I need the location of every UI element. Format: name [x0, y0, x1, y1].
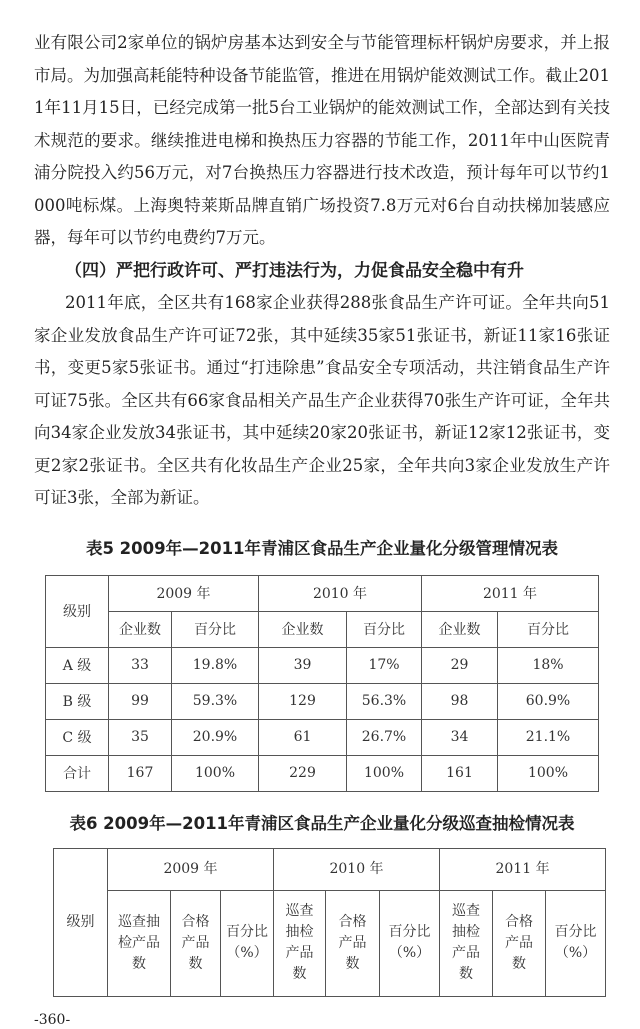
year-header: 2011 年	[440, 848, 606, 890]
year-header: 2010 年	[259, 575, 422, 611]
table-row	[46, 683, 599, 719]
cell: 167	[109, 755, 172, 791]
table6	[53, 848, 606, 997]
cell: 18%	[498, 647, 599, 683]
subheader: 巡查抽检产品数	[440, 890, 493, 996]
cell: 56.3%	[347, 683, 422, 719]
subheader: 百分比	[347, 611, 422, 647]
cell: 20.9%	[172, 719, 259, 755]
subheader: 合格产品数	[493, 890, 546, 996]
cell: 合计	[46, 755, 109, 791]
table-row	[46, 719, 599, 755]
cell: 129	[259, 683, 347, 719]
subheader: 合格产品数	[326, 890, 380, 996]
cell: 99	[109, 683, 172, 719]
subheader: 百分比（%）	[546, 890, 606, 996]
table5	[45, 575, 599, 792]
paragraph-food-license: 2011年底，全区共有168家企业获得288张食品生产许可证。全年共向51家企业发放食品生产许可证72张，其中延续35家51张证书，新证11家16张证书，变更5家5张证书。通过“打违除患”食品安全专项活动，共注销食品生产许可证75张。全区共有66家食品相关产品生产企业获得70张生产许可证，全年共向34家企业发放34张证书，其中延续20家20张证书，新证12家12张证书，变更2家2张证书。全区共有化妆品生产企业25家，全年共向3家企业发放生产许可证3张，全部为新证。	[34, 293, 610, 507]
cell: 100%	[172, 755, 259, 791]
table5-caption: 表5 2009年—2011年青浦区食品生产企业量化分级管理情况表	[85, 538, 559, 558]
cell: A 级	[46, 647, 109, 683]
subheader: 巡查抽检产品数	[108, 890, 171, 996]
cell: C 级	[46, 719, 109, 755]
year-header: 2009 年	[109, 575, 259, 611]
cell: 59.3%	[172, 683, 259, 719]
cell: 33	[109, 647, 172, 683]
cell: 98	[422, 683, 498, 719]
cell: 39	[259, 647, 347, 683]
section-heading: （四）严把行政许可、严打违法行为，力促食品安全稳中有升	[65, 260, 524, 281]
cell: 61	[259, 719, 347, 755]
subheader: 百分比	[498, 611, 599, 647]
cell: 29	[422, 647, 498, 683]
subheader: 百分比（%）	[221, 890, 274, 996]
year-header: 2011 年	[422, 575, 599, 611]
subheader: 巡查抽检产品数	[274, 890, 326, 996]
cell: 21.1%	[498, 719, 599, 755]
page-content	[34, 27, 610, 1029]
page-number: -360-	[34, 1011, 71, 1028]
table-row	[46, 647, 599, 683]
cell: 17%	[347, 647, 422, 683]
paragraph-boiler-energy: 业有限公司2家单位的锅炉房基本达到安全与节能管理标杆锅炉房要求，并上报市局。为加强高耗能特种设备节能监管，推进在用锅炉能效测试工作。截止2011年11月15日，已经完成第一批5台工业锅炉的能效测试工作，全部达到有关技术规范的要求。继续推进电梯和换热压力容器的节能工作，2011年中山医院青浦分院投入约56万元，对7台换热压力容器进行技术改造，预计每年可以节约1000吨标煤。上海奥特莱斯品牌直销广场投资7.8万元对6台自动扶梯加装感应器，每年可以节约电费约7万元。	[34, 33, 610, 247]
subheader: 百分比	[172, 611, 259, 647]
table6-caption: 表6 2009年—2011年青浦区食品生产企业量化分级巡查抽检情况表	[69, 813, 575, 833]
cell: 34	[422, 719, 498, 755]
cell: 60.9%	[498, 683, 599, 719]
level-header: 级别	[54, 848, 108, 996]
subheader: 企业数	[259, 611, 347, 647]
cell: B 级	[46, 683, 109, 719]
subheader: 百分比（%）	[380, 890, 440, 996]
year-header: 2009 年	[108, 848, 274, 890]
cell: 100%	[347, 755, 422, 791]
subheader: 企业数	[109, 611, 172, 647]
year-header: 2010 年	[274, 848, 440, 890]
cell: 26.7%	[347, 719, 422, 755]
cell: 35	[109, 719, 172, 755]
table-row	[46, 755, 599, 791]
cell: 100%	[498, 755, 599, 791]
subheader: 企业数	[422, 611, 498, 647]
cell: 229	[259, 755, 347, 791]
subheader: 合格产品数	[171, 890, 221, 996]
cell: 161	[422, 755, 498, 791]
level-header: 级别	[46, 575, 109, 647]
cell: 19.8%	[172, 647, 259, 683]
